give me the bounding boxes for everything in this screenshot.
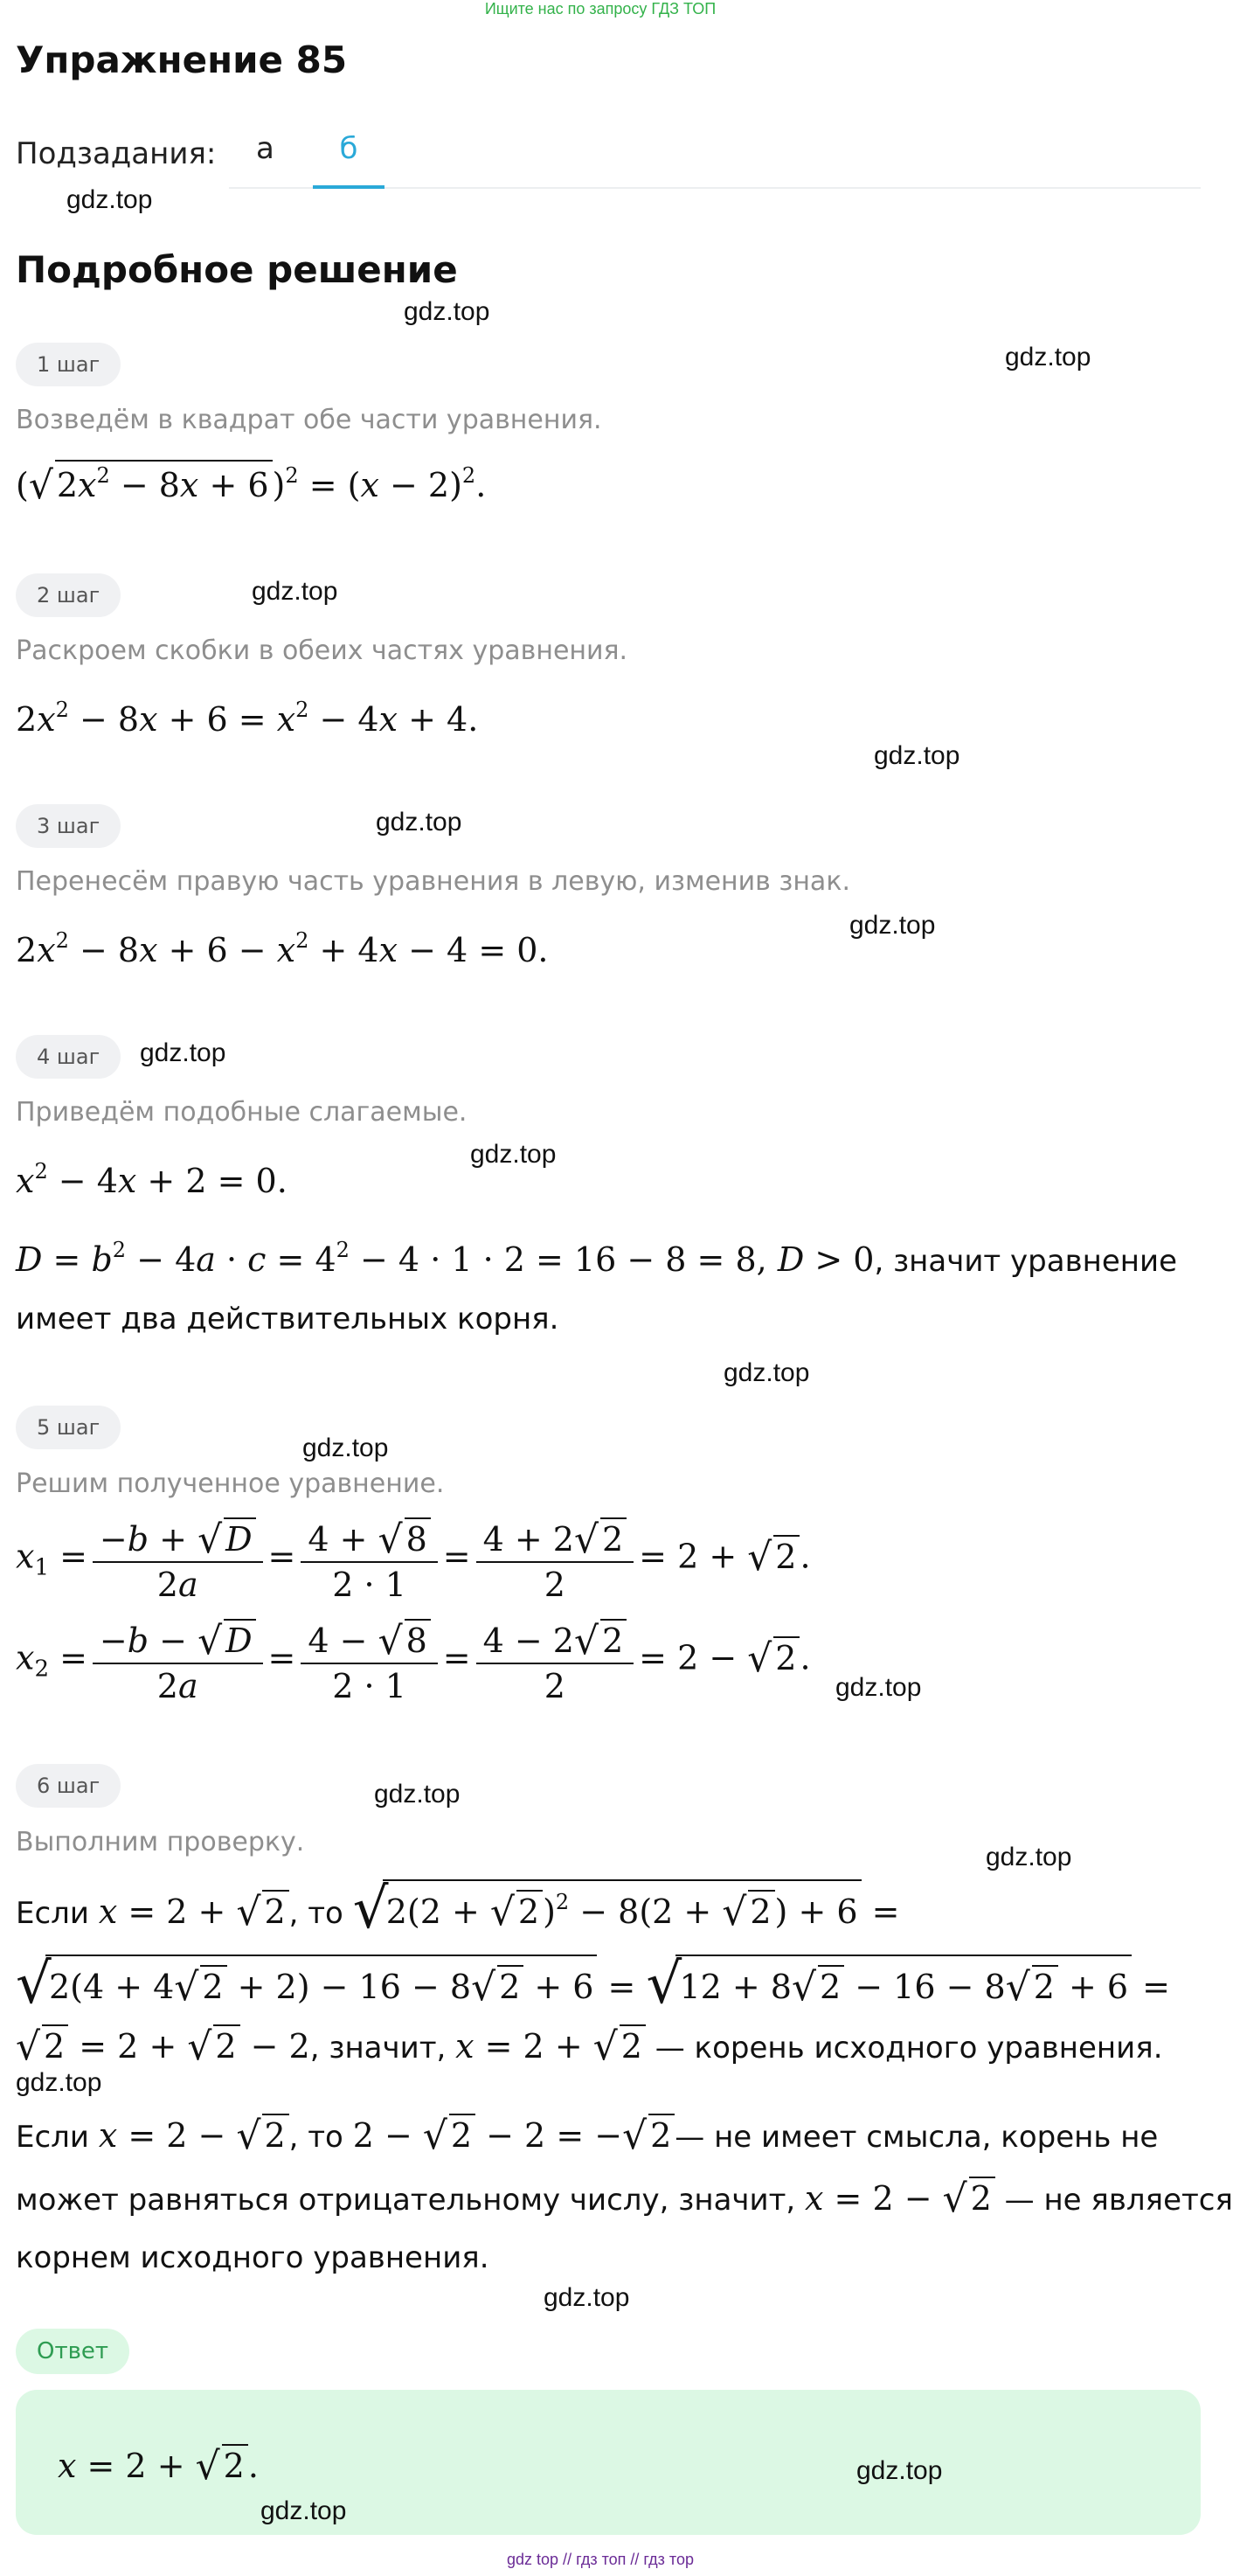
watermark: gdz.top (16, 2068, 102, 2097)
discriminant-note: , значит уравнение (874, 1244, 1177, 1279)
step-5-badge: 5 шаг (16, 1406, 121, 1449)
watermark: gdz.top (544, 2283, 630, 2312)
step-5-description: Решим полученное уравнение. (16, 1469, 445, 1499)
step-4-badge: 4 шаг (16, 1035, 121, 1079)
check-if-2: Если (16, 2120, 90, 2155)
step-2-equation: $2x^2 - 8x + 6 = x^2 - 4x + 4$. (16, 698, 479, 739)
answer-box (16, 2390, 1201, 2535)
step-3-equation: $2x^2 - 8x + 6 - x^2 + 4x - 4 = 0$. (16, 928, 549, 969)
watermark: gdz.top (140, 1038, 226, 1067)
footer-links[interactable]: gdz top // гдз топ // гдз тор (507, 2551, 694, 2568)
watermark: gdz.top (374, 1780, 461, 1809)
watermark: gdz.top (986, 1843, 1072, 1871)
check-line-5: может равняться отрицательному числу, значит, x = 2 − √ 2 — не является (16, 2177, 1233, 2215)
section-title: Подробное решение (16, 248, 458, 291)
check-line-3: √ 2 = 2 + √ 2 − 2, значит, x = 2 + √ 2 — корень исходного уравнения. (16, 2024, 1163, 2063)
subtasks-label: Подзадания: (16, 136, 217, 171)
check-to-1: , то (288, 1896, 343, 1931)
step-2-description: Раскроем скобки в обеих частях уравнения. (16, 635, 628, 666)
step-1-badge: 1 шаг (16, 343, 121, 386)
check-conclusion-end: — корень исходного уравнения. (655, 2031, 1163, 2066)
check-line-4: Если x = 2 − √ 2 , то 2 − √ 2 − 2 = −√ 2 — не имеет смысла, корень не (16, 2114, 1158, 2152)
watermark: gdz.top (849, 911, 936, 940)
step-1-description: Возведём в квадрат обе части уравнения. (16, 405, 602, 435)
watermark: gdz.top (404, 297, 490, 326)
tab-a[interactable]: а (256, 131, 274, 166)
step-6-description: Выполним проверку. (16, 1827, 305, 1857)
check-line-6: корнем исходного уравнения. (16, 2240, 489, 2275)
root-x2-equation: $x_2$ = $\frac{-b - √ D}{2a}$ = $\frac{4 - √ 8}{2 \cdot 1}$ = $\frac{4 - 2√ 2}{2}$ = 2 − √ 2 . (16, 1619, 811, 1703)
check-line-5-start: может равняться отрицательному числу, значит, (16, 2183, 796, 2218)
step-3-description: Перенесём правую часть уравнения в левую, изменив знак. (16, 866, 850, 897)
answer-badge: Ответ (16, 2329, 129, 2374)
page-title: Упражнение 85 (16, 38, 348, 81)
watermark: gdz.top (724, 1358, 810, 1387)
watermark: gdz.top (835, 1673, 922, 1702)
watermark: gdz.top (260, 2496, 347, 2525)
tab-b-active[interactable]: б (313, 131, 384, 189)
watermark: gdz.top (856, 2456, 943, 2485)
step-4-equation: $x^2 - 4x + 2 = 0$. (16, 1159, 287, 1200)
watermark: gdz.top (252, 577, 338, 606)
check-line-1: Если x = 2 + √ 2 , то √ 2(2 + √ 2 )$^2$ − 8(2 + √ 2 ) + 6 = (16, 1879, 899, 1928)
check-to-2: , то (288, 2120, 343, 2155)
watermark: gdz.top (302, 1434, 389, 1462)
discriminant-line: $D = b^2 - 4a \cdot c = 4^2 - 4 \cdot 1 \cdot 2 = 16 - 8 = 8$, D > 0, значит уравнение (16, 1238, 1177, 1279)
check-line-5-end: — не является (1004, 2183, 1233, 2218)
check-line-2: √ 2(4 + 4√ 2 + 2) − 16 − 8√ 2 + 6 = √ 12 + 8√ 2 − 16 − 8√ 2 + 6 = (16, 1955, 1170, 2003)
check-if-1: Если (16, 1896, 90, 1931)
check-line-4-tail: — не имеет смысла, корень не (675, 2120, 1159, 2155)
check-conclusion-mid: , значит, (309, 2031, 447, 2066)
step-3-badge: 3 шаг (16, 804, 121, 848)
answer-equation: x = 2 + √ 2 . (58, 2444, 259, 2482)
watermark: gdz.top (66, 185, 153, 214)
discriminant-note-line2: имеет два действительных корня. (16, 1302, 559, 1337)
step-6-badge: 6 шаг (16, 1764, 121, 1808)
watermark: gdz.top (470, 1140, 557, 1169)
watermark: gdz.top (874, 741, 960, 770)
step-1-equation: (√ $2x^2 - 8x + 6$ )$^2 = (x - 2)^2$. (16, 460, 486, 502)
root-x1-equation: $x_1$ = $\frac{-b + √ D}{2a}$ = $\frac{4 + √ 8}{2 \cdot 1}$ = $\frac{4 + 2√ 2}{2}$ = 2 + √ 2 . (16, 1517, 811, 1601)
watermark: gdz.top (1005, 343, 1091, 371)
search-hint: Ищите нас по запросу ГДЗ ТОП (484, 0, 717, 17)
step-2-badge: 2 шаг (16, 573, 121, 617)
watermark: gdz.top (376, 808, 462, 837)
step-4-description: Приведём подобные слагаемые. (16, 1097, 468, 1128)
